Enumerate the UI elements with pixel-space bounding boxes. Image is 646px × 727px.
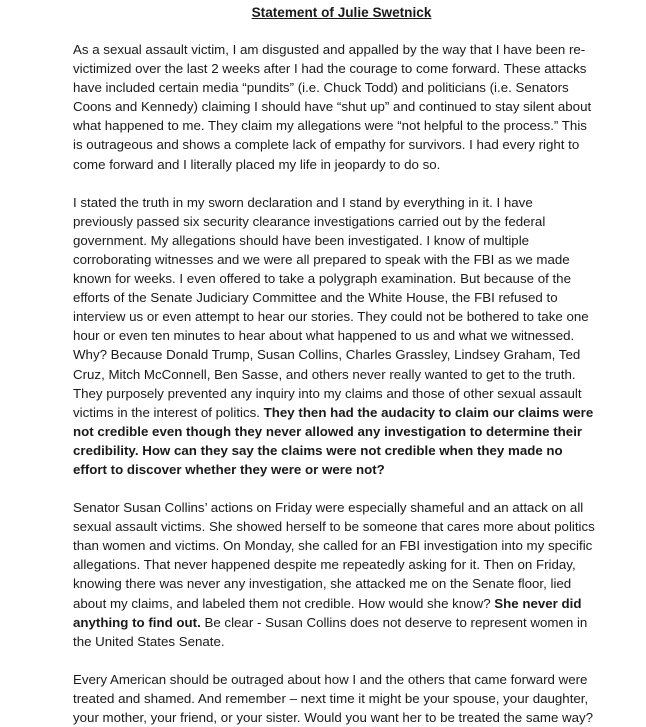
paragraph-text: Every American should be outraged about how I and the others that came forward were treated and shamed. And remember – next time it might be your spouse, your daughter, your mother, your friend, or your sister. Would you want her to be treated the same way? bbox=[73, 671, 594, 725]
paragraph-text: As a sexual assault victim, I am disgusted and appalled by the way that I have been re-victimized over the last 2 weeks after I had the courage to come forward. These attacks have included certain media “pundits” (i.e. Chuck Todd) and politicians (i.e. Senators Coons and Kennedy) claiming I should have “shut up” and continued to stay silent about what happened to me. They claim my allegations were “not helpful to the process.” This is outrageous and shows a complete lack of empathy for survivors. I had every right to come forward and I literally placed my life in jeopardy to do so. bbox=[73, 42, 592, 172]
paragraph-3 bbox=[73, 498, 596, 651]
paragraph-bold-text: She never did anything to find out. bbox=[73, 595, 582, 630]
paragraph-1 bbox=[73, 40, 596, 174]
paragraph-4 bbox=[73, 670, 596, 727]
paragraph-text: Be clear - Susan Collins does not deserve to represent women in the United States Senate. bbox=[73, 614, 588, 649]
paragraph-text: Senator Susan Collins’ actions on Friday were especially shameful and an attack on all sexual assault victims. She showed herself to be someone that cares more about politics than women and victims. On Monday, she called for an FBI investigation into my specific allegations. That never happened despite me repeatedly asking for it. Then on Friday, knowing there was never any investigation, she attacked me on the Senate floor, lied about my claims, and labeled them not credible. How would she know? bbox=[73, 500, 595, 611]
paragraph-bold-text: They then had the audacity to claim our claims were not credible even though they never allowed any investigation to determine their credibility. How can they say the claims were not credible when they made no effort to discover whether they were or were not? bbox=[73, 404, 594, 477]
paragraph-2 bbox=[73, 193, 596, 479]
paragraph-text: I stated the truth in my sworn declaration and I stand by everything in it. I have previously passed six security clearance investigations carried out by the federal government. My allegations should have been investigated. I know of multiple corroborating witnesses and we were all prepared to speak with the FBI as we made known for weeks. I even offered to take a polygraph examination. But because of the efforts of the Senate Judiciary Committee and the White House, the FBI refused to interview us or even attempt to hear our stories. They could not be bothered to take one hour or even ten minutes to hear about what happened to us and what we witnessed. Why? Because Donald Trump, Susan Collins, Charles Grassley, Lindsey Graham, Ted Cruz, Mitch McConnell, Ben Sasse, and others never really wanted to get to the truth. They purposely prevented any inquiry into my claims and those of other sexual assault victims in the interest of politics. bbox=[73, 194, 589, 420]
document-title: Statement of Julie Swetnick bbox=[251, 5, 432, 20]
